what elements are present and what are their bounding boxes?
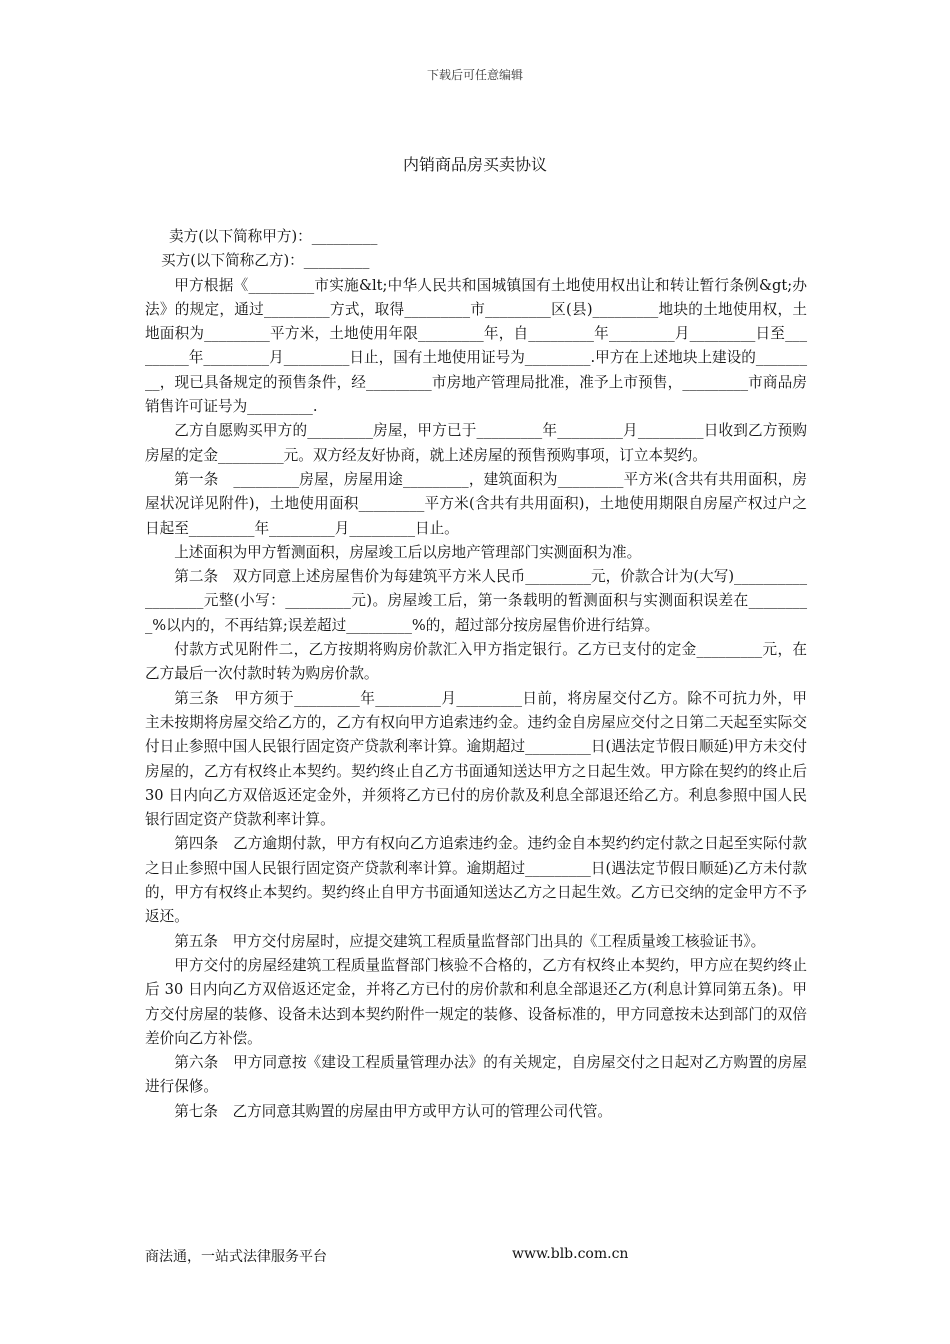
buyer-line: 买方(以下简称乙方)：_________: [161, 252, 370, 270]
paragraph-payment-method: 付款方式见附件二，乙方按期将购房价款汇入甲方指定银行。乙方已支付的定金_________元，在乙方最后一次付款时转为购房价款。: [145, 641, 807, 683]
paragraph-article-7: 第七条 乙方同意其购置的房屋由甲方或甲方认可的管理公司代管。: [174, 1102, 613, 1120]
footer-url: www.blb.com.cn: [512, 1246, 629, 1262]
paragraph-quality-inspection: 甲方交付的房屋经建筑工程质量监督部门核验不合格的，乙方有权终止本契约，甲方应在契约终止后 30 日内向乙方双倍返还定金，并将乙方已付的房价款和利息全部退还乙方(利息计算同第五条)。甲方交付房屋的装修、设备未达到本契约附件一规定的装修、设备标准的，甲方同意按未达到部门的双倍差价向乙方补偿。: [145, 956, 807, 1047]
paragraph-area-note: 上述面积为甲方暂测面积，房屋竣工后以房地产管理部门实测面积为准。: [174, 543, 642, 561]
paragraph-article-3: 第三条 甲方须于_________年_________月_________日前，将房屋交付乙方。除不可抗力外，甲主未按期将房屋交给乙方的，乙方有权向甲方追索违约金。违约金自房屋应交付之日第二天起至实际交付日止参照中国人民银行固定资产贷款利率计算。逾期超过_________日(遇法定节假日顺延)甲方未交付房屋的，乙方有权终止本契约。契约终止自乙方书面通知送达甲方之日起生效。甲方除在契约的终止后 30 日内向乙方双倍返还定金外，并须将乙方已付的房价款及利息全部退还给乙方。利息参照中国人民银行固定资产贷款利率计算。: [145, 689, 807, 829]
paragraph-deposit: 乙方自愿购买甲方的_________房屋，甲方已于_________年_________月_________日收到乙方预购房屋的定金_________元。双方经友好协商，就上述房屋的预售预购事项，订立本契约。: [145, 422, 807, 464]
paragraph-land-use-right: 甲方根据《_________市实施&lt;中华人民共和国城镇国有土地使用权出让和转让暂行条例&gt;办法》的规定，通过_________方式，取得_________市_________区(县)_________地块的土地使用权，土地面积为_________平方米，土地使用年限_________年，自_________年_________月_________日至_________年_________月_________日止，国有土地使用证号为_________.甲方在上述地块上建设的_________，现已具备规定的预售条件，经_________市房地产管理局批准，准予上市预售，_________市商品房销售许可证号为_________.: [145, 276, 807, 416]
paragraph-article-5: 第五条 甲方交付房屋时，应提交建筑工程质量监督部门出具的《工程质量竣工核验证书》。: [174, 932, 766, 950]
seller-line: 卖方(以下简称甲方)：_________: [169, 228, 378, 245]
footer-brand: 商法通，一站式法律服务平台: [145, 1249, 327, 1265]
document-title: 内销商品房买卖协议: [402, 155, 547, 174]
paragraph-article-2: 第二条 双方同意上述房屋售价为每建筑平方米人民币_________元，价款合计为(大写)__________________元整(小写：_________元)。房屋竣工后，第一条载明的暂测面积与实测面积误差在_________%以内的，不再结算;误差超过_________%的，超过部分按房屋售价进行结算。: [145, 568, 807, 634]
header-note: 下载后可任意编辑: [426, 68, 523, 82]
document-body: [145, 225, 807, 1124]
paragraph-article-6: 第六条 甲方同意按《建设工程质量管理办法》的有关规定，自房屋交付之日起对乙方购置的房屋进行保修。: [145, 1054, 807, 1096]
paragraph-article-1: 第一条 _________房屋，房屋用途_________，建筑面积为_________平方米(含共有共用面积，房屋状况详见附件)，土地使用面积_________平方米(含共有共用面积)，土地使用期限自房屋产权过户之日起至_________年_________月_________日止。: [145, 470, 807, 537]
paragraph-article-4: 第四条 乙方逾期付款，甲方有权向乙方追索违约金。违约金自本契约约定付款之日起至实际付款之日止参照中国人民银行固定资产贷款利率计算。逾期超过_________日(遇法定节假日顺延)乙方未付款的，甲方有权终止本契约。契约终止自甲方书面通知送达乙方之日起生效。乙方已交纳的定金甲方不予返还。: [145, 835, 807, 926]
